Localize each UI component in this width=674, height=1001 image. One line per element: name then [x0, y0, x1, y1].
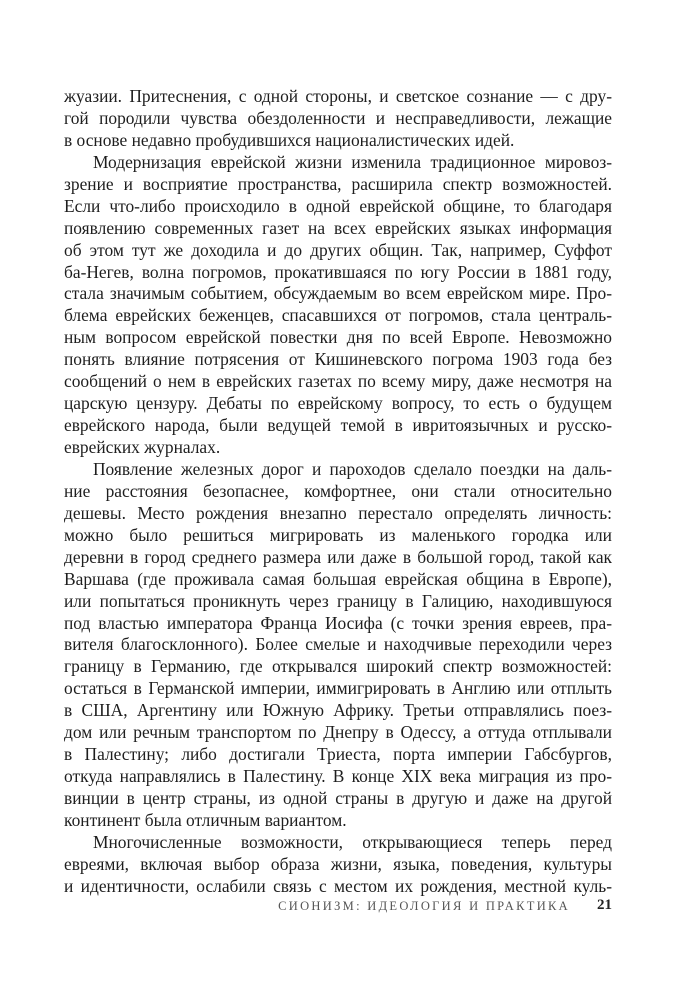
text-line: винции в центр страны, из одной страны в другую и даже на другой [64, 788, 612, 808]
text-line: об этом тут же доходила и до других общин. Так, например, Суффот [64, 239, 612, 260]
paragraph [64, 459, 612, 832]
text-line: ние расстояния безопаснее, комфортнее, они стали относительно [64, 480, 612, 501]
text-line: стала значимым событием, обсуждаемым во всем еврейском мире. Про- [64, 283, 612, 304]
text-line: гой породили чувства обездоленности и несправедливости, лежащие [64, 107, 612, 128]
running-head: СИОНИЗМ: ИДЕОЛОГИЯ И ПРАКТИКА [278, 899, 570, 913]
text-line: под властью императора Франца Иосифа (с точки зрения евреев, пра- [64, 612, 612, 633]
text-line: Модернизация еврейской жизни изменила традиционное мировоз- [93, 151, 612, 172]
text-line: остаться в Германской империи, иммигрировать в Англию или отплыть [64, 678, 612, 699]
page-footer [240, 897, 612, 919]
text-line: в основе недавно пробудившихся националистических идей. [64, 129, 515, 150]
text-line: континент была отличным вариантом. [64, 809, 347, 830]
text-line: еврейских журналах. [64, 437, 221, 457]
body-text [64, 86, 612, 898]
text-line: в Палестину; либо достигали Триеста, порта империи Габсбургов, [64, 744, 612, 765]
text-line: или попытаться проникнуть через границу в Галицию, находившуюся [64, 590, 612, 611]
paragraph [64, 832, 612, 898]
paragraph [64, 86, 612, 152]
text-line: царскую цензуру. Дебаты по еврейскому вопросу, то есть о будущем [64, 393, 612, 414]
text-line: можно было решиться мигрировать из маленького городка или [64, 524, 612, 545]
text-line: ным вопросом еврейской повестки дня по всей Европе. Невозможно [64, 327, 612, 348]
text-line: дом или речным транспортом по Днепру в Одессу, а оттуда отплывали [64, 722, 612, 743]
text-line: понять влияние потрясения от Кишиневского погрома 1903 года без [64, 349, 612, 370]
text-line: Появление железных дорог и пароходов сделало поездки на даль- [93, 458, 612, 479]
text-line: и идентичности, ослабили связь с местом их рождения, местной куль- [64, 875, 612, 896]
text-line: жуазии. Притеснения, с одной стороны, и светское сознание — с дру- [64, 86, 612, 106]
text-line: зрение и восприятие пространства, расширила спектр возможностей. [64, 173, 612, 194]
text-line: еврейского народа, были ведущей темой в ивритоязычных и русско- [64, 415, 612, 436]
text-line: дешевы. Место рождения внезапно перестало определять личность: [64, 502, 612, 523]
text-line: евреями, включая выбор образа жизни, языка, поведения, культуры [64, 853, 612, 874]
text-line: блема еврейских беженцев, спасавшихся от погромов, стала централь- [64, 305, 612, 326]
text-line: появлению современных газет на всех еврейских языках информация [64, 217, 612, 238]
text-line: границу в Германию, где открывался широкий спектр возможностей: [64, 656, 612, 677]
text-line: деревни в город среднего размера или даже в большой город, такой как [64, 546, 612, 567]
text-line: Многочисленные возможности, открывающиеся теперь перед [93, 831, 612, 852]
text-line: откуда направлялись в Палестину. В конце XIX века миграция из про- [64, 766, 612, 787]
paragraph [64, 152, 612, 459]
text-line: сообщений о нем в еврейских газетах по всему миру, даже несмотря на [64, 371, 612, 392]
text-line: в США, Аргентину или Южную Африку. Третьи отправлялись поез- [64, 700, 612, 721]
text-line: ба-Негев, волна погромов, прокатившаяся по югу России в 1881 году, [64, 261, 612, 282]
text-line: вителя благосклонного). Более смелые и находчивые переходили через [64, 634, 612, 655]
text-line: Если что-либо происходило в одной еврейской общине, то благодаря [64, 195, 612, 216]
text-line: Варшава (где проживала самая большая еврейская община в Европе), [64, 568, 612, 589]
page-number: 21 [597, 897, 612, 913]
